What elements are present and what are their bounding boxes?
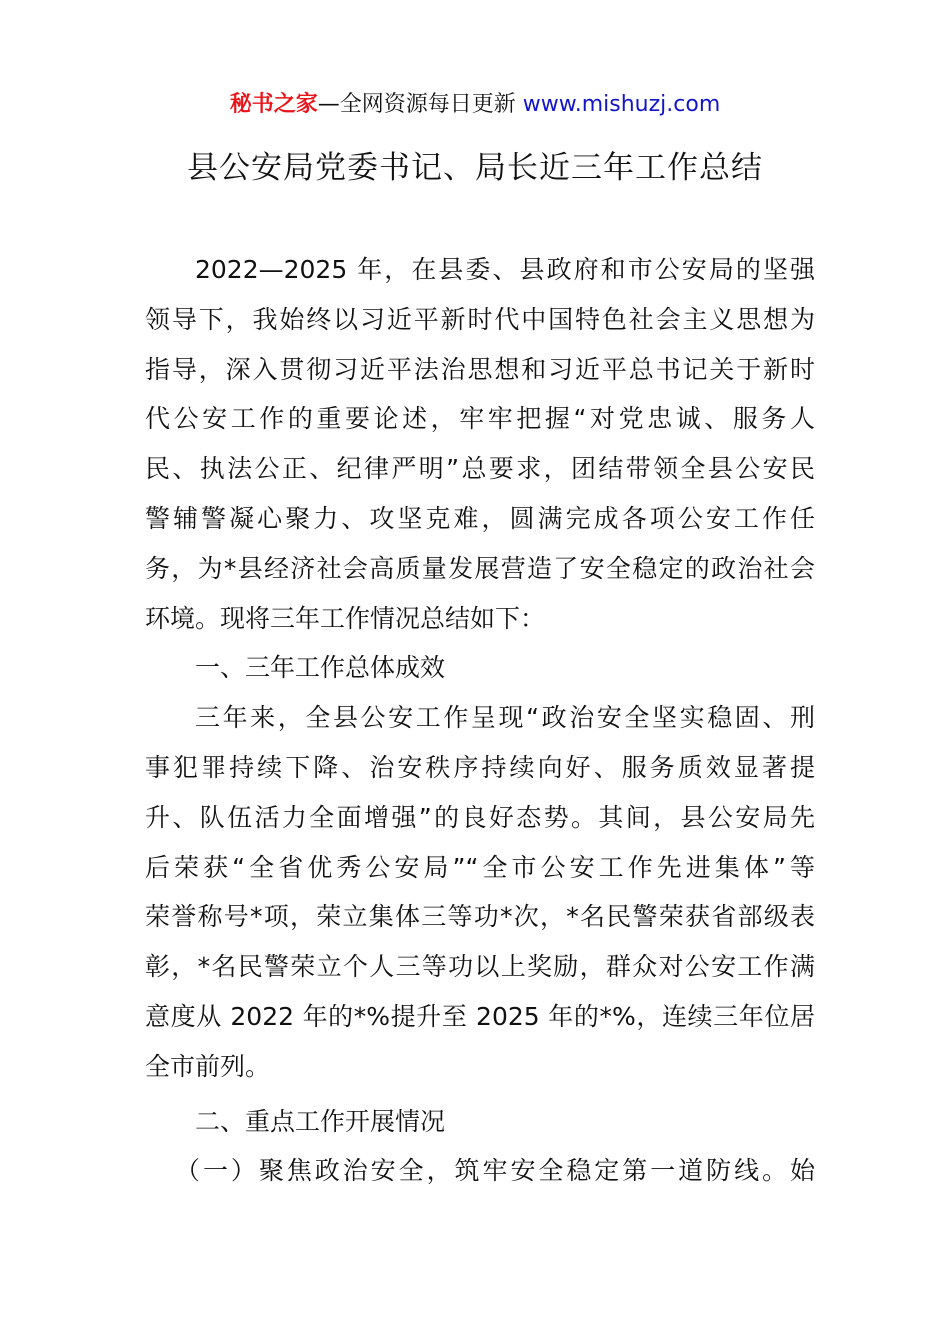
body-line: 代公安工作的重要论述，牢牢把握“对党忠诚、服务人 <box>145 404 815 434</box>
body-line: 民、执法公正、纪律严明”总要求，团结带领全县公安民 <box>145 454 815 484</box>
body-line: 指导，深入贯彻习近平法治思想和习近平总书记关于新时 <box>145 354 815 384</box>
site-url-link[interactable]: www.mishuzj.com <box>522 92 721 117</box>
subsection-heading: （一）聚焦政治安全，筑牢安全稳定第一道防线。始 <box>175 1156 815 1186</box>
banner-tagline: —全网资源每日更新 <box>317 92 523 117</box>
body-line: 2022—2025 年，在县委、县政府和市公安局的坚强 <box>195 255 815 284</box>
body-line: 全市前列。 <box>145 1051 271 1081</box>
document-title: 县公安局党委书记、局长近三年工作总结 <box>187 150 763 186</box>
body-line: 领导下，我始终以习近平新时代中国特色社会主义思想为 <box>145 304 815 334</box>
body-line: 彰，*名民警荣立个人三等功以上奖励，群众对公安工作满 <box>145 952 815 982</box>
section-heading-1: 一、三年工作总体成效 <box>195 653 446 683</box>
body-line: 升、队伍活力全面增强”的良好态势。其间，县公安局先 <box>145 802 815 832</box>
section-heading-2: 二、重点工作开展情况 <box>195 1106 446 1136</box>
body-line: 警辅警凝心聚力、攻坚克难，圆满完成各项公安工作任 <box>145 503 815 533</box>
site-banner <box>0 88 950 122</box>
body-line: 三年来，全县公安工作呈现“政治安全坚实稳固、刑 <box>195 703 815 733</box>
brand-name: 秘书之家 <box>229 92 318 117</box>
body-line: 意度从 2022 年的*%提升至 2025 年的*%，连续三年位居 <box>145 1001 815 1031</box>
document-body <box>145 250 815 1201</box>
body-line: 环境。现将三年工作情况总结如下： <box>145 603 546 633</box>
body-line: 务，为*县经济社会高质量发展营造了安全稳定的政治社会 <box>145 553 815 583</box>
body-line: 荣誉称号*项，荣立集体三等功*次，*名民警荣获省部级表 <box>145 902 815 932</box>
body-line: 事犯罪持续下降、治安秩序持续向好、服务质效显著提 <box>145 752 815 782</box>
body-line: 后荣获“全省优秀公安局”“全市公安工作先进集体”等 <box>145 852 815 882</box>
